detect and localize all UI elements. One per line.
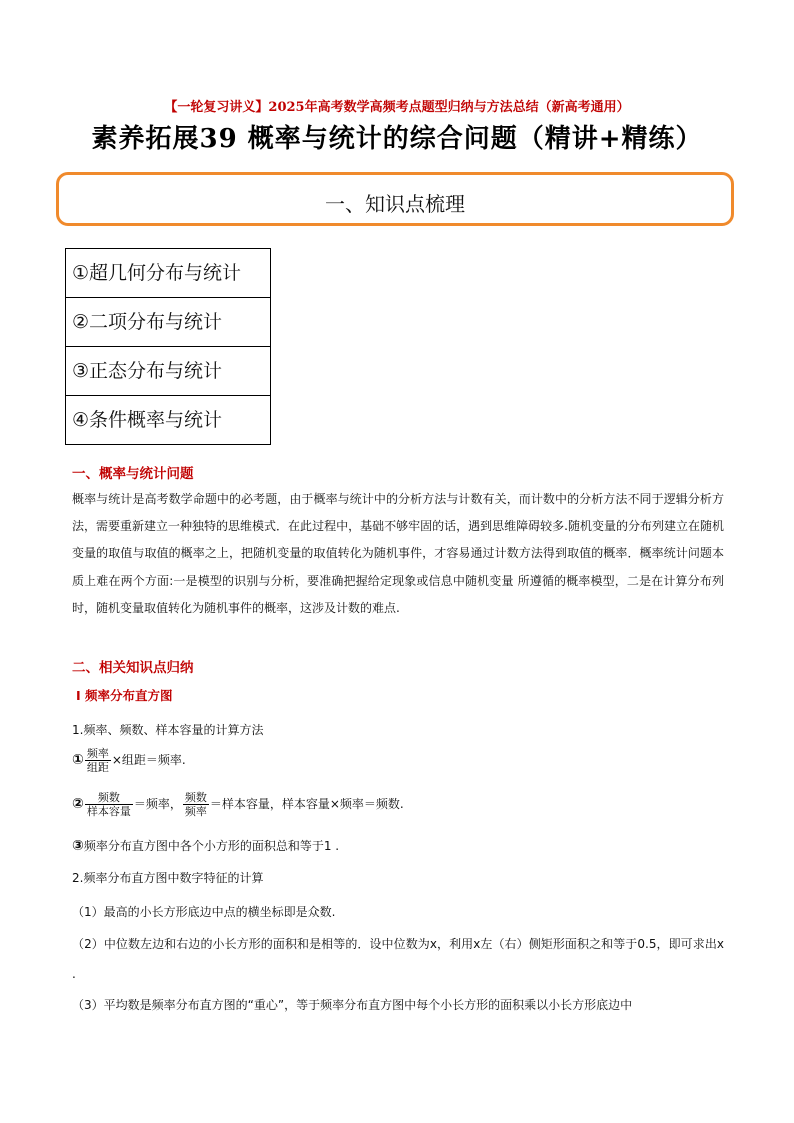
toc-item: ③正态分布与统计	[66, 347, 271, 396]
formula-3: ③频率分布直方图中各个小方形的面积总和等于1 .	[72, 838, 340, 854]
item1-title: 1.频率、频数、样本容量的计算方法	[72, 723, 264, 737]
toc-item: ④条件概率与统计	[66, 396, 271, 445]
formula-2: ② $\frac{\text{频数}}{\text{样本容量}}$ ＝频率， $\frac{\text{频数}}{\text{频率}}$ ＝样本容量，样本容量×频率＝频数.	[72, 791, 404, 818]
toc-item: ①超几何分布与统计	[66, 249, 271, 298]
document-subtitle: 【一轮复习讲义】2025年高考数学高频考点题型归纳与方法总结（新高考通用）	[164, 100, 630, 115]
circle-number: ③	[72, 838, 84, 854]
fraction: $\frac{\text{频数}}{\text{频率}}$	[184, 791, 207, 818]
subsection-heading: Ⅰ 频率分布直方图	[76, 688, 173, 703]
section-banner	[56, 172, 734, 226]
point-2: （2）中位数左边和右边的小长方形的面积和是相等的．设中位数为x，利用x左（右）侧矩形面积之和等于0.5，即可求出x .	[72, 937, 724, 981]
toc-item: ②二项分布与统计	[66, 298, 271, 347]
point-3: （3）平均数是频率分布直方图的“重心”，等于频率分布直方图中每个小长方形的面积乘以小长方形底边中	[72, 998, 633, 1012]
fraction: $\frac{\text{频数}}{\text{样本容量}}$	[86, 791, 131, 818]
section1-heading: 一、概率与统计问题	[72, 466, 194, 482]
document-title: 素养拓展39 概率与统计的综合问题（精讲+精练）	[91, 124, 703, 154]
toc-table	[65, 248, 271, 445]
circle-number: ②	[72, 796, 84, 812]
point-1: （1）最高的小长方形底边中点的横坐标即是众数.	[72, 905, 336, 919]
section-banner-label: 一、知识点梳理	[325, 192, 465, 216]
circle-number: ①	[72, 752, 84, 768]
fraction: $\frac{\text{频率}}{\text{组距}}$	[86, 747, 109, 774]
section1-paragraph: 概率与统计是高考数学命题中的必考题，由于概率与统计中的分析方法与计数有关，而计数中的分析方法不同于逻辑分析方法，需要重新建立一种独特的思维模式．在此过程中，基础不够牢固的话，遇到思维障碍较多.随机变量的分布列建立在随机变量的取值与取值的概率之上，把随机变量的取值转化为随机事件，才容易通过计数方法得到取值的概率．概率统计问题本质上难在两个方面:一是模型的识别与分析，要准确把握给定现象或信息中随机变量 所遵循的概率模型，二是在计算分布列时，随机变量取值转化为随机事件的概率，这涉及计数的难点.	[72, 492, 724, 615]
formula-1: ① $\frac{\text{频率}}{\text{组距}}$ ×组距＝频率.	[72, 747, 186, 774]
section2-heading: 二、相关知识点归纳	[72, 660, 194, 676]
item2-title: 2.频率分布直方图中数字特征的计算	[72, 871, 264, 885]
